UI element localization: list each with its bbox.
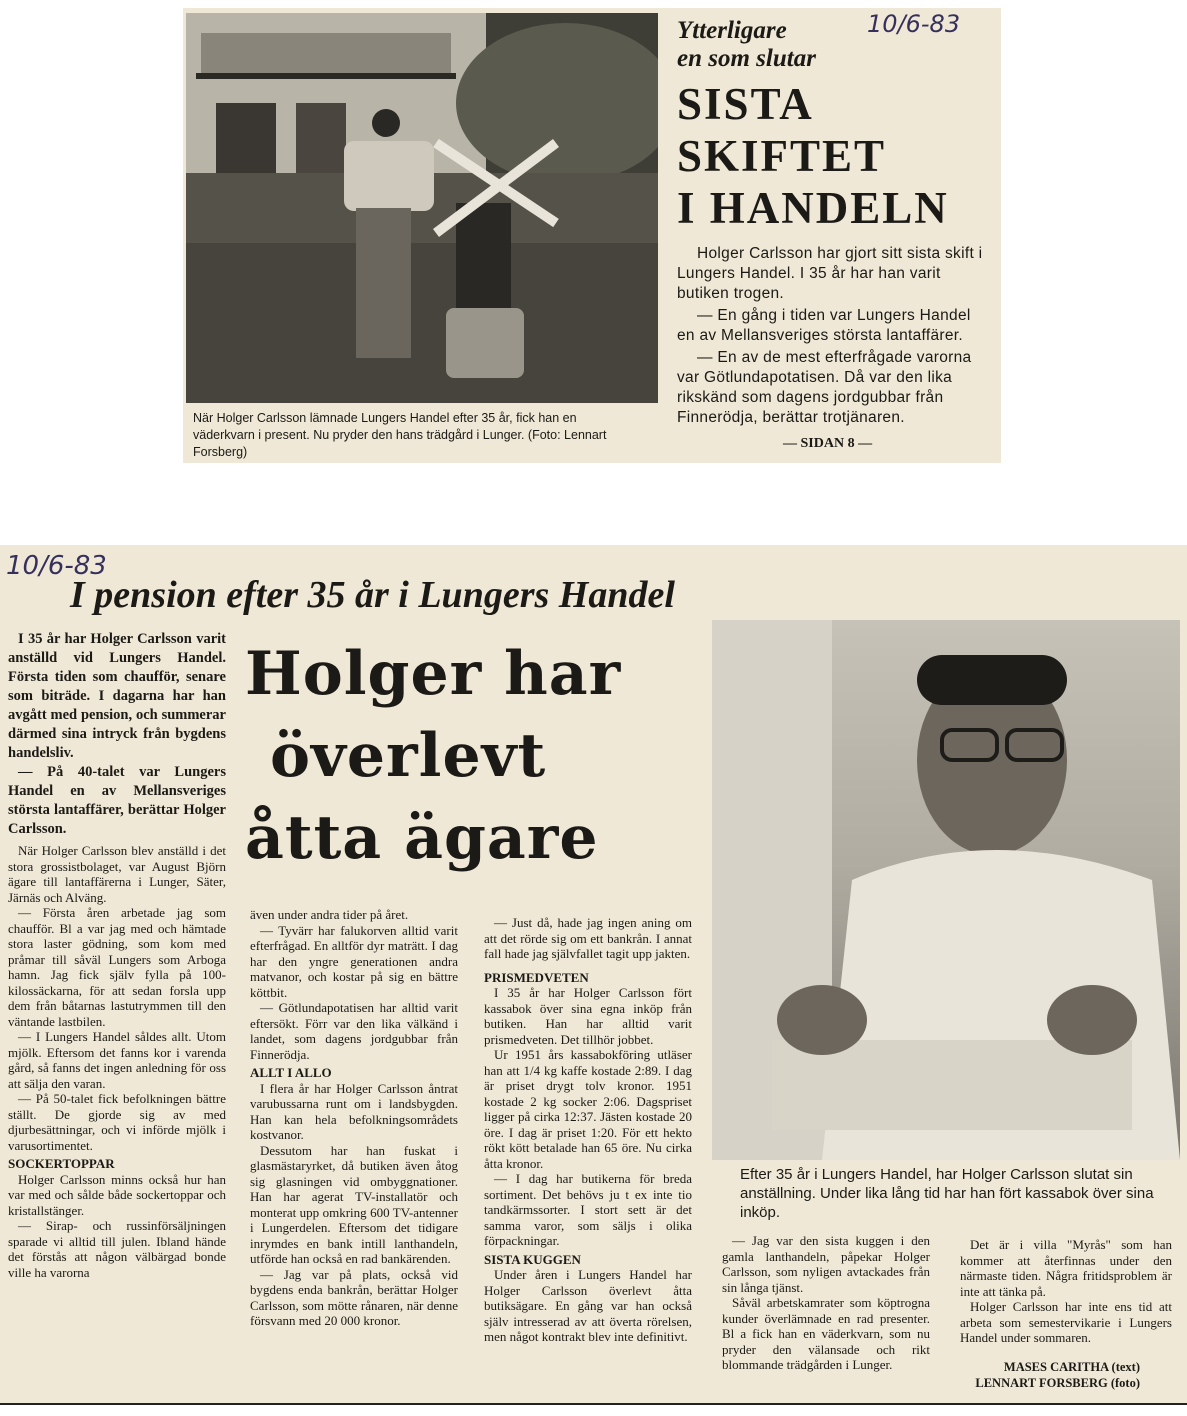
kicker-line-2: en som slutar [677,45,816,72]
column-paragraph: — Just då, hade jag ingen aning om att det rörde sig om ett bankrån. I annat fall hade jag självfallet tagit upp jakten. [484,915,692,961]
column-paragraph: Ur 1951 års kassabokföring utläser han att 1/4 kg kaffe kostade 2:89. I dag är priset drygt tolv kronor. 1951 kostade 2 kg socker 2:06. Dagspriset ligger på cirka 12:37. Jästen kostade 20 öre. I dag är priset 1:20. För ett hekto rökt kött betalade han 65 öre. Nu cirka åtta kronor. [484,1047,692,1171]
subheading: ALLT I ALLO [250,1065,332,1080]
headline-line-1: SISTA [677,79,814,129]
column-paragraph: När Holger Carlsson blev anställd i det stora grossistbolaget, var August Björn ägare till lantaffärerna i Lunger, Säter, Järnäs och Alväng. [8,843,226,905]
windmill-photo [186,13,658,403]
column-paragraph: — Tyvärr har falukorven alltid varit efterfrågad. En alltför dyr maträtt. I dag har den yngre generationen andra matvanor, och kostar på sig en bättre köttbit. [250,922,458,1000]
column-paragraph: Det är i villa "Myrås" som han kommer att återfinnas under den närmaste tiden. Några fritidsproblem är inte att tänka på. [960,1237,1172,1299]
photo-caption: När Holger Carlsson lämnade Lungers Handel efter 35 år, fick han en väderkvarn i present. Nu pryder den hans trädgård i Lunger. (Foto: Lennart Forsberg) [193,411,607,459]
column-paragraph: Under åren i Lungers Handel har Holger Carlsson överlevt åtta butiksägare. En gång var han också själv intresserad av att överta rörelsen, men något kontrakt blev inte definitivt. [484,1267,692,1344]
article-column-5 [960,1237,1172,1346]
article-column-2 [250,907,458,1329]
page-reference: — SIDAN 8 — [783,436,873,451]
column-paragraph: Holger Carlsson minns också hur han var med och sålde både sockertoppar och kristallstänger. [8,1171,226,1218]
body-paragraph: — En gång i tiden var Lungers Handel en av Mellansveriges största lantaffärer. [677,307,971,344]
headline-line-2: överlevt [270,721,547,791]
article-column-4 [722,1233,930,1373]
lead-paragraph: I 35 år har Holger Carlsson varit anställd vid Lungers Handel. Första tiden som chaufför, senare som biträde. I dagarna har han avgått med pension, och summerar därmed sina intryck från bygdens handelsliv. [8,631,226,761]
portrait-caption: Efter 35 år i Lungers Handel, har Holger Carlsson slutat sin anställning. Under lika lång tid har han fört kassabok över sina inköp. [740,1166,1154,1221]
column-paragraph: — Götlundapotatisen har alltid varit eftersökt. Förr var den lika välkänd i landet, som dagens jordgubbar från Finnerödja. [250,1000,458,1062]
clipping-sista-skiftet [183,8,1001,463]
column-paragraph: — Jag var på plats, också vid bygdens enda bankrån, berättar Holger Carlsson, som mötte rånaren, när denne försvann med 20 000 kronor. [250,1266,458,1328]
headline-line-3: I HANDELN [677,183,949,233]
headline-line-3: åtta ägare [245,803,599,873]
column-paragraph: Dessutom har han fuskat i glasmästaryrket, då butiken även åtog sig glasningen vid ombyggnationer. Han har agerat TV-installatör och monterat upp omkring 600 TV-antenner i Lungerdelen. Eftersom det tidigare inrymdes en bank intill lanthandeln, utförde han också en rad bankärenden. [250,1142,458,1266]
overhead-title: I pension efter 35 år i Lungers Handel [70,574,675,616]
column-paragraph: I 35 år har Holger Carlsson fört kassabok över sina egna inköp från butiken. Han har alltid varit prismedveten. Det tillhör jobbet. [484,985,692,1047]
article-body [677,244,989,428]
headline-line-1: Holger har [245,639,622,709]
headline-line-2: SKIFTET [677,131,887,181]
subheading: SOCKERTOPPAR [8,1156,115,1171]
body-paragraph: — En av de mest efterfrågade varorna var Götlundapotatisen. Då var den lika rikskänd som dagens jordgubbar från Finnerödja, berättar trotjänaren. [677,349,972,426]
windmill-photo-illustration [186,13,658,403]
portrait-photo [712,620,1180,1160]
subheading: SISTA KUGGEN [484,1251,581,1267]
lead-paragraph-2: — På 40-talet var Lungers Handel en av Mellansveriges största lantaffärer, berättar Holger Carlsson. [8,764,226,837]
column-paragraph: Holger Carlsson har inte ens tid att arbeta som semestervikarie i Lungers Handel under sommaren. [960,1299,1172,1345]
column-paragraph: — Jag var den sista kuggen i den gamla lanthandeln, påpekar Holger Carlsson, som nyligen avtackades från sin långa tjänst. [722,1233,930,1295]
body-paragraph: Holger Carlsson har gjort sitt sista skift i Lungers Handel. I 35 år har han varit butiken trogen. [677,245,983,302]
kicker-line-1: Ytterligare [677,17,787,44]
column-paragraph: — Första åren arbetade jag som chaufför. Bl a var jag med och hämtade stora laster gödning, som kom med pråmar till såväl Lungers som Arboga hamn. Jag fick själv fylla på 100-kilossäckarna, för att sedan forsla upp dem från båtarnas lastutrymmen till den väntande lastbilen. [8,905,226,1029]
portrait-photo-illustration [712,620,1180,1160]
handwritten-date: 10/6-83 [6,551,107,581]
article-column-3 [484,915,692,1345]
byline-text: MASES CARITHA (text) [1003,1360,1140,1374]
byline-photo: LENNART FORSBERG (foto) [975,1376,1140,1390]
column-paragraph: — I dag har butikerna för breda sortiment. Det behövs ju t ex inte tio tandkärmssorter. I stort sett är det samma varor, som säljs i olika förpackningar. [484,1171,692,1248]
subheading: PRISMEDVETEN [484,969,589,985]
column-paragraph: — I Lungers Handel såldes allt. Utom mjölk. Eftersom det fanns kor i varenda gård, så fanns det ingen anledning för oss att sälja den varan. [8,1029,226,1091]
column-paragraph: Såväl arbetskamrater som köptrogna kunder överlämnade en rad presenter. Bl a fick han en väderkvarn, som nu pryder den välansade och rikt blommande trädgården i Lunger. [722,1295,930,1372]
column-paragraph: även under andra tider på året. [250,907,409,922]
column-paragraph: — På 50-talet fick befolkningen bättre ställt. De gjorde sig av med djurbesättningar, och vi införde mjölk i varusortimentet. [8,1091,226,1153]
clipping-holger-har-overlevt [0,545,1187,1405]
column-paragraph: — Sirap- och russinförsäljningen sparade vi alltid till julen. Ibland hände det förstås att någon välbärgad bonde ville ha varorna [8,1218,226,1280]
article-column-1 [8,630,226,1280]
handwritten-date: 10/6-83 [867,10,961,38]
column-paragraph: I flera år har Holger Carlsson åntrat varubussarna runt om i landsbygden. Han kan hela befolkningsområdets kostvanor. [250,1080,458,1142]
